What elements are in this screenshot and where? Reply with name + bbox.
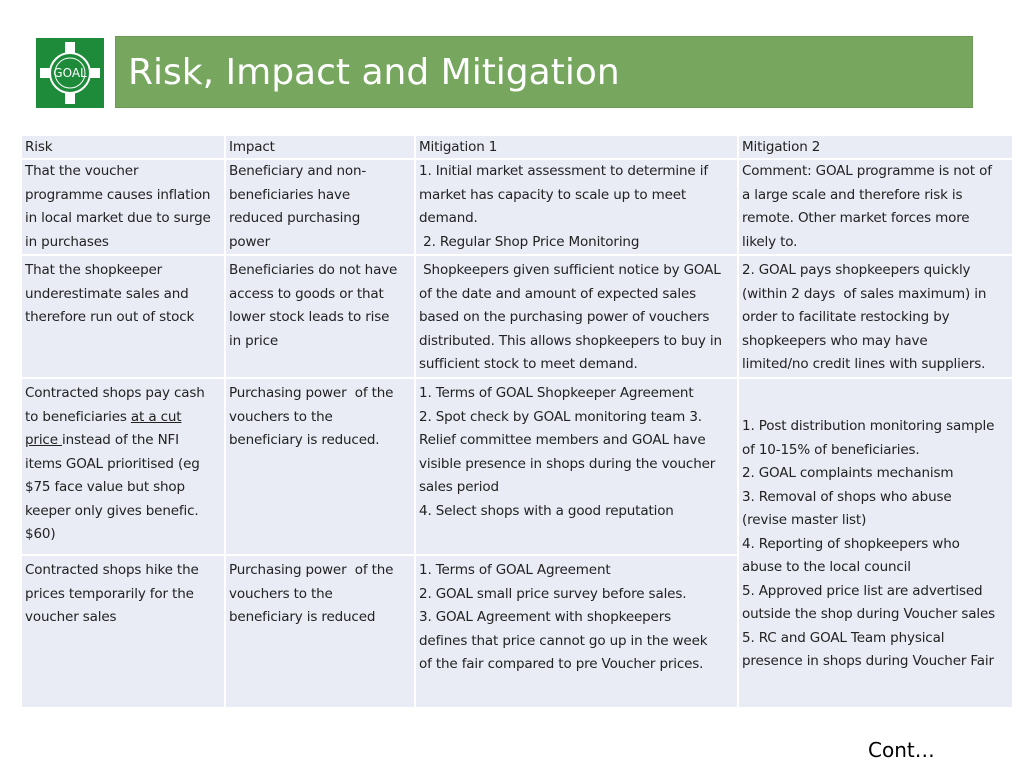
cell-line: That the shopkeeper <box>25 262 163 278</box>
cell-line: vouchers to the <box>229 585 333 602</box>
cell-line: likely to. <box>742 233 798 250</box>
cell-line: beneficiary is reduced. <box>229 432 380 448</box>
cell-line: sales period <box>419 479 499 495</box>
cell-line: power <box>229 233 270 250</box>
cell-line: programme causes inflation <box>25 186 211 203</box>
cell-line: Beneficiary and non- <box>229 163 367 179</box>
table-row <box>22 256 1012 377</box>
cell-line: vouchers to the <box>229 408 333 425</box>
page-title: Risk, Impact and Mitigation <box>128 52 620 93</box>
cell-mitigation-1 <box>416 160 737 254</box>
cell-line: 2. GOAL small price survey before sales. <box>419 585 687 602</box>
header-risk: Risk <box>22 136 224 158</box>
cell-line: 3. GOAL Agreement with shopkeepers <box>419 609 671 625</box>
cell-line: in price <box>229 332 278 349</box>
header-row <box>22 136 1012 158</box>
cell-line: 4. Select shops with a good reputation <box>419 502 674 519</box>
cell-risk <box>22 256 224 377</box>
cell-line: Beneficiaries do not have <box>229 262 398 278</box>
cell-line: lower stock leads to rise <box>229 309 390 325</box>
cell-line: in local market due to surge <box>25 210 211 226</box>
cell-line: remote. Other market forces more <box>742 210 970 226</box>
cell-mitigation-2-merged <box>739 379 1012 707</box>
cell-line: 1. Initial market assessment to determine if <box>419 163 708 179</box>
cell-line: keeper only gives benefic. <box>25 502 199 519</box>
cell-impact <box>226 256 414 377</box>
underlined-text: at a cut <box>130 408 182 425</box>
cell-line: access to goods or that <box>229 285 384 302</box>
cell-line: items GOAL prioritised (eg <box>25 455 200 472</box>
cell-line: 1. Terms of GOAL Agreement <box>419 562 611 578</box>
cell-line: presence in shops during Voucher Fair <box>742 653 994 670</box>
cell-line: Contracted shops hike the <box>25 562 199 578</box>
cell-line: outside the shop during Voucher sales <box>742 606 996 623</box>
cell-line: abuse to the local council <box>742 559 911 576</box>
cell-line: underestimate sales and <box>25 285 189 302</box>
header-impact: Impact <box>226 136 414 158</box>
cell-line: in purchases <box>25 233 109 250</box>
cell-line: limited/no credit lines with suppliers. <box>742 356 986 372</box>
cell-line: 2. GOAL pays shopkeepers quickly <box>742 262 971 278</box>
cell-line: sufficient stock to meet demand. <box>419 356 638 372</box>
cell-line: beneficiary is reduced <box>229 609 376 625</box>
cell-line: 2. Spot check by GOAL monitoring team 3. <box>419 408 702 425</box>
cell-line: of the fair compared to pre Voucher prices. <box>419 656 704 672</box>
cell-line: distributed. This allows shopkeepers to buy in <box>419 332 722 349</box>
cell-line: Contracted shops pay cash <box>25 385 205 401</box>
cell-line: order to facilitate restocking by <box>742 309 950 325</box>
cell-line: reduced purchasing <box>229 210 361 226</box>
logo-text: GOAL <box>53 66 87 80</box>
table-row <box>22 160 1012 254</box>
cell-line: $60) <box>25 526 56 542</box>
cell-line: Purchasing power of the <box>229 562 394 578</box>
cell-line: shopkeepers who may have <box>742 332 928 349</box>
continued-label: Cont… <box>868 738 935 762</box>
cell-risk <box>22 379 224 554</box>
cell-risk <box>22 556 224 707</box>
cell-line: demand. <box>419 210 478 226</box>
goal-logo <box>36 38 104 108</box>
cell-line: $75 face value but shop <box>25 479 185 495</box>
cell-line: of the date and amount of expected sales <box>419 285 697 302</box>
header-mitigation-2: Mitigation 2 <box>739 136 1012 158</box>
cell-line: 5. RC and GOAL Team physical <box>742 629 945 646</box>
cell-line: market has capacity to scale up to meet <box>419 186 687 203</box>
cell-line: That the voucher <box>25 163 139 179</box>
cell-line <box>25 429 221 453</box>
cell-mitigation-1 <box>416 256 737 377</box>
cell-line: (revise master list) <box>742 512 867 529</box>
cell-line: voucher sales <box>25 609 117 625</box>
cell-impact <box>226 379 414 554</box>
cell-mitigation-2 <box>739 256 1012 377</box>
cell-impact <box>226 160 414 254</box>
cell-line: a large scale and therefore risk is <box>742 186 963 203</box>
risk-table <box>20 134 1014 709</box>
cell-line: 4. Reporting of shopkeepers who <box>742 535 960 552</box>
cell-text: instead of the NFI <box>62 432 179 448</box>
cell-line: 2. GOAL complaints mechanism <box>742 465 954 482</box>
cell-mitigation-2 <box>739 160 1012 254</box>
cell-line: 1. Terms of GOAL Shopkeeper Agreement <box>419 385 694 401</box>
cell-line: Comment: GOAL programme is not of <box>742 163 992 179</box>
cell-line: prices temporarily for the <box>25 585 194 602</box>
cell-line <box>25 406 221 430</box>
cell-line: 1. Post distribution monitoring sample <box>742 418 995 435</box>
cell-line: defines that price cannot go up in the week <box>419 632 708 649</box>
cell-text: to beneficiaries <box>25 408 131 425</box>
goal-cross-logo-icon <box>36 38 104 108</box>
cell-line: of 10-15% of beneficiaries. <box>742 441 920 458</box>
cell-line: (within 2 days of sales maximum) in <box>742 285 987 302</box>
cell-line: beneficiaries have <box>229 186 351 203</box>
cell-line: based on the purchasing power of vouchers <box>419 309 710 325</box>
cell-line: Purchasing power of the <box>229 385 394 401</box>
cell-line: therefore run out of stock <box>25 309 195 325</box>
cell-line: 5. Approved price list are advertised <box>742 582 983 599</box>
cell-line: Relief committee members and GOAL have <box>419 432 706 448</box>
cell-impact <box>226 556 414 707</box>
title-bar <box>115 36 973 108</box>
cell-mitigation-1 <box>416 379 737 554</box>
underlined-text: price <box>25 432 62 448</box>
cell-mitigation-1 <box>416 556 737 707</box>
cell-risk <box>22 160 224 254</box>
header-mitigation-1: Mitigation 1 <box>416 136 737 158</box>
cell-line: 3. Removal of shops who abuse <box>742 488 952 505</box>
table-row <box>22 379 1012 554</box>
cell-line: 2. Regular Shop Price Monitoring <box>419 233 640 250</box>
cell-line: visible presence in shops during the voucher <box>419 455 716 472</box>
cell-line: Shopkeepers given sufficient notice by GOAL <box>419 262 721 278</box>
